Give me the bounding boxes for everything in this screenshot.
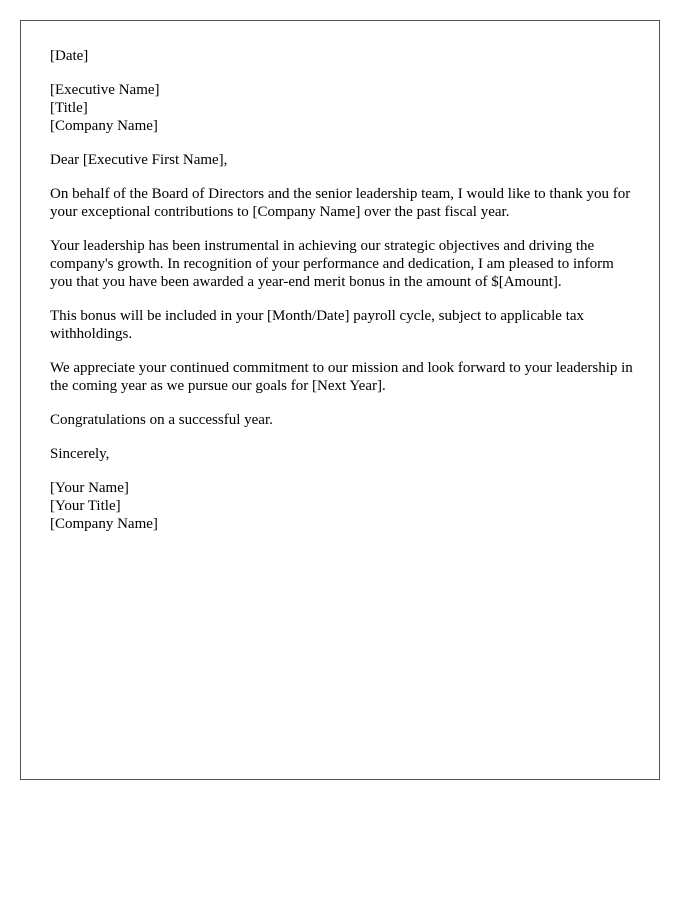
recipient-address — [50, 81, 640, 135]
paragraph-bonus-award: Your leadership has been instrumental in achieving our strategic objectives and driving the company's growth. In recognition of your performance and dedication, I am pleased to inform you that you have been awarded a year-end merit bonus in the amount of $[Amount]. — [50, 238, 614, 290]
signer-name: [Your Name] — [50, 480, 129, 496]
paragraph-payroll: This bonus will be included in your [Month/Date] payroll cycle, subject to applicable tax withholdings. — [50, 308, 585, 342]
paragraph-thanks: On behalf of the Board of Directors and the senior leadership team, I would like to thank you for your exceptional contributions to [Company Name] over the past fiscal year. — [50, 186, 631, 220]
closing-block — [50, 445, 640, 463]
recipient-name: [Executive Name] — [50, 82, 160, 98]
signer-company: [Company Name] — [50, 516, 158, 532]
signature-block — [50, 479, 640, 533]
recipient-company: [Company Name] — [50, 118, 158, 134]
letter-date: [Date] — [50, 48, 89, 64]
salutation-block — [50, 151, 640, 169]
paragraph-congratulations: Congratulations on a successful year. — [50, 412, 273, 428]
salutation: Dear [Executive First Name], — [50, 152, 228, 168]
closing: Sincerely, — [50, 446, 110, 462]
recipient-title: [Title] — [50, 100, 88, 116]
letter-page — [20, 20, 660, 780]
signer-title: [Your Title] — [50, 498, 121, 514]
paragraph-appreciation: We appreciate your continued commitment to our mission and look forward to your leadership in the coming year as we pursue our goals for [Next Year]. — [50, 360, 633, 394]
letter-body — [50, 47, 640, 549]
date-block — [50, 47, 640, 65]
